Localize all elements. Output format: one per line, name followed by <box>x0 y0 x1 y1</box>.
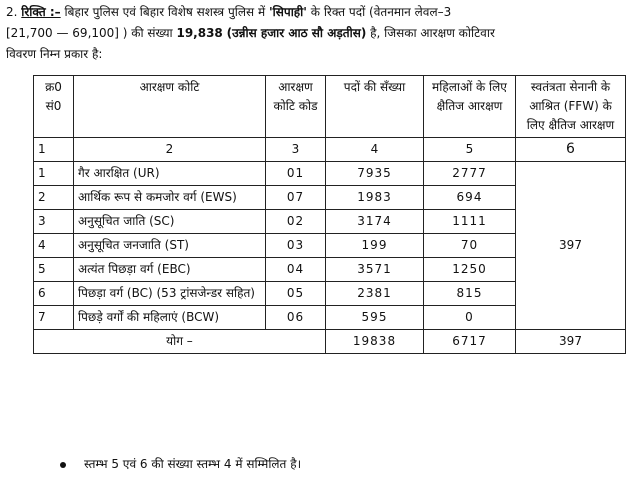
intro-text-2: के रिक्त पदों (वेतनमान लेवल–3 <box>310 5 452 19</box>
total-posts: 19838 <box>326 330 424 354</box>
row-code: 03 <box>266 234 326 258</box>
intro-line-1 <box>6 2 628 23</box>
footnote-text: स्तम्भ 5 एवं 6 की संख्या स्तम्भ 4 में सम्मिलित है। <box>84 457 302 471</box>
row-serial: 3 <box>34 210 74 234</box>
col-number: 4 <box>326 138 424 162</box>
row-women: 694 <box>424 186 516 210</box>
row-serial: 7 <box>34 306 74 330</box>
row-serial: 6 <box>34 282 74 306</box>
row-code: 05 <box>266 282 326 306</box>
row-posts: 3174 <box>326 210 424 234</box>
row-code: 06 <box>266 306 326 330</box>
row-category: अनुसूचित जाति (SC) <box>74 210 266 234</box>
row-posts: 1983 <box>326 186 424 210</box>
header-serial: क्र0 सं0 <box>34 76 74 138</box>
row-code: 07 <box>266 186 326 210</box>
total-women: 6717 <box>424 330 516 354</box>
row-women: 2777 <box>424 162 516 186</box>
row-category: पिछड़े वर्गों की महिलाएं (BCW) <box>74 306 266 330</box>
row-women: 70 <box>424 234 516 258</box>
row-serial: 4 <box>34 234 74 258</box>
row-posts: 199 <box>326 234 424 258</box>
total-label: योग – <box>34 330 326 354</box>
row-serial: 5 <box>34 258 74 282</box>
intro-text-1: बिहार पुलिस एवं बिहार विशेष सशस्त्र पुलिस में <box>64 5 266 19</box>
table-row <box>34 162 626 186</box>
row-women: 0 <box>424 306 516 330</box>
header-women: महिलाओं के लिए क्षैतिज आरक्षण <box>424 76 516 138</box>
row-posts: 3571 <box>326 258 424 282</box>
section-number: 2. <box>6 5 18 19</box>
bullet-icon <box>60 462 66 468</box>
row-category: अनुसूचित जनजाति (ST) <box>74 234 266 258</box>
intro-text-4: है, जिसका आरक्षण कोटिवार <box>370 26 495 40</box>
intro-paragraph <box>6 2 628 65</box>
section-heading: रिक्ति :– <box>21 5 61 19</box>
col-number: 3 <box>266 138 326 162</box>
row-women: 1250 <box>424 258 516 282</box>
row-category: गैर आरक्षित (UR) <box>74 162 266 186</box>
row-code: 04 <box>266 258 326 282</box>
col-number: 2 <box>74 138 266 162</box>
row-women: 815 <box>424 282 516 306</box>
total-row <box>34 330 626 354</box>
row-posts: 595 <box>326 306 424 330</box>
intro-text-3: की संख्या <box>131 26 173 40</box>
intro-line-2 <box>6 23 628 44</box>
footnote <box>60 455 301 472</box>
header-code: आरक्षण कोटि कोड <box>266 76 326 138</box>
vacancy-count-words: (उन्नीस हजार आठ सौ अड़तीस) <box>226 26 367 40</box>
column-number-row <box>34 138 626 162</box>
table-header-row <box>34 76 626 138</box>
ffw-merged-cell: 397 <box>516 162 626 330</box>
col-number: 5 <box>424 138 516 162</box>
row-code: 02 <box>266 210 326 234</box>
total-ffw: 397 <box>516 330 626 354</box>
header-category: आरक्षण कोटि <box>74 76 266 138</box>
intro-line-3: विवरण निम्न प्रकार है: <box>6 47 103 61</box>
col-number: 6 <box>516 138 626 162</box>
row-posts: 7935 <box>326 162 424 186</box>
header-ffw: स्वतंत्रता सेनानी के आश्रित (FFW) के लिए क्षैतिज आरक्षण <box>516 76 626 138</box>
row-category: पिछड़ा वर्ग (BC) (53 ट्रांसजेन्डर सहित) <box>74 282 266 306</box>
row-serial: 1 <box>34 162 74 186</box>
row-women: 1111 <box>424 210 516 234</box>
post-name: 'सिपाही' <box>268 5 307 19</box>
vacancy-count: 19,838 <box>176 26 223 40</box>
row-code: 01 <box>266 162 326 186</box>
reservation-table <box>33 75 626 354</box>
row-category: आर्थिक रूप से कमजोर वर्ग (EWS) <box>74 186 266 210</box>
row-serial: 2 <box>34 186 74 210</box>
row-posts: 2381 <box>326 282 424 306</box>
pay-range: [21,700 — 69,100] ) <box>6 26 128 40</box>
col-number: 1 <box>34 138 74 162</box>
row-category: अत्यंत पिछड़ा वर्ग (EBC) <box>74 258 266 282</box>
header-posts: पदों की सँख्या <box>326 76 424 138</box>
